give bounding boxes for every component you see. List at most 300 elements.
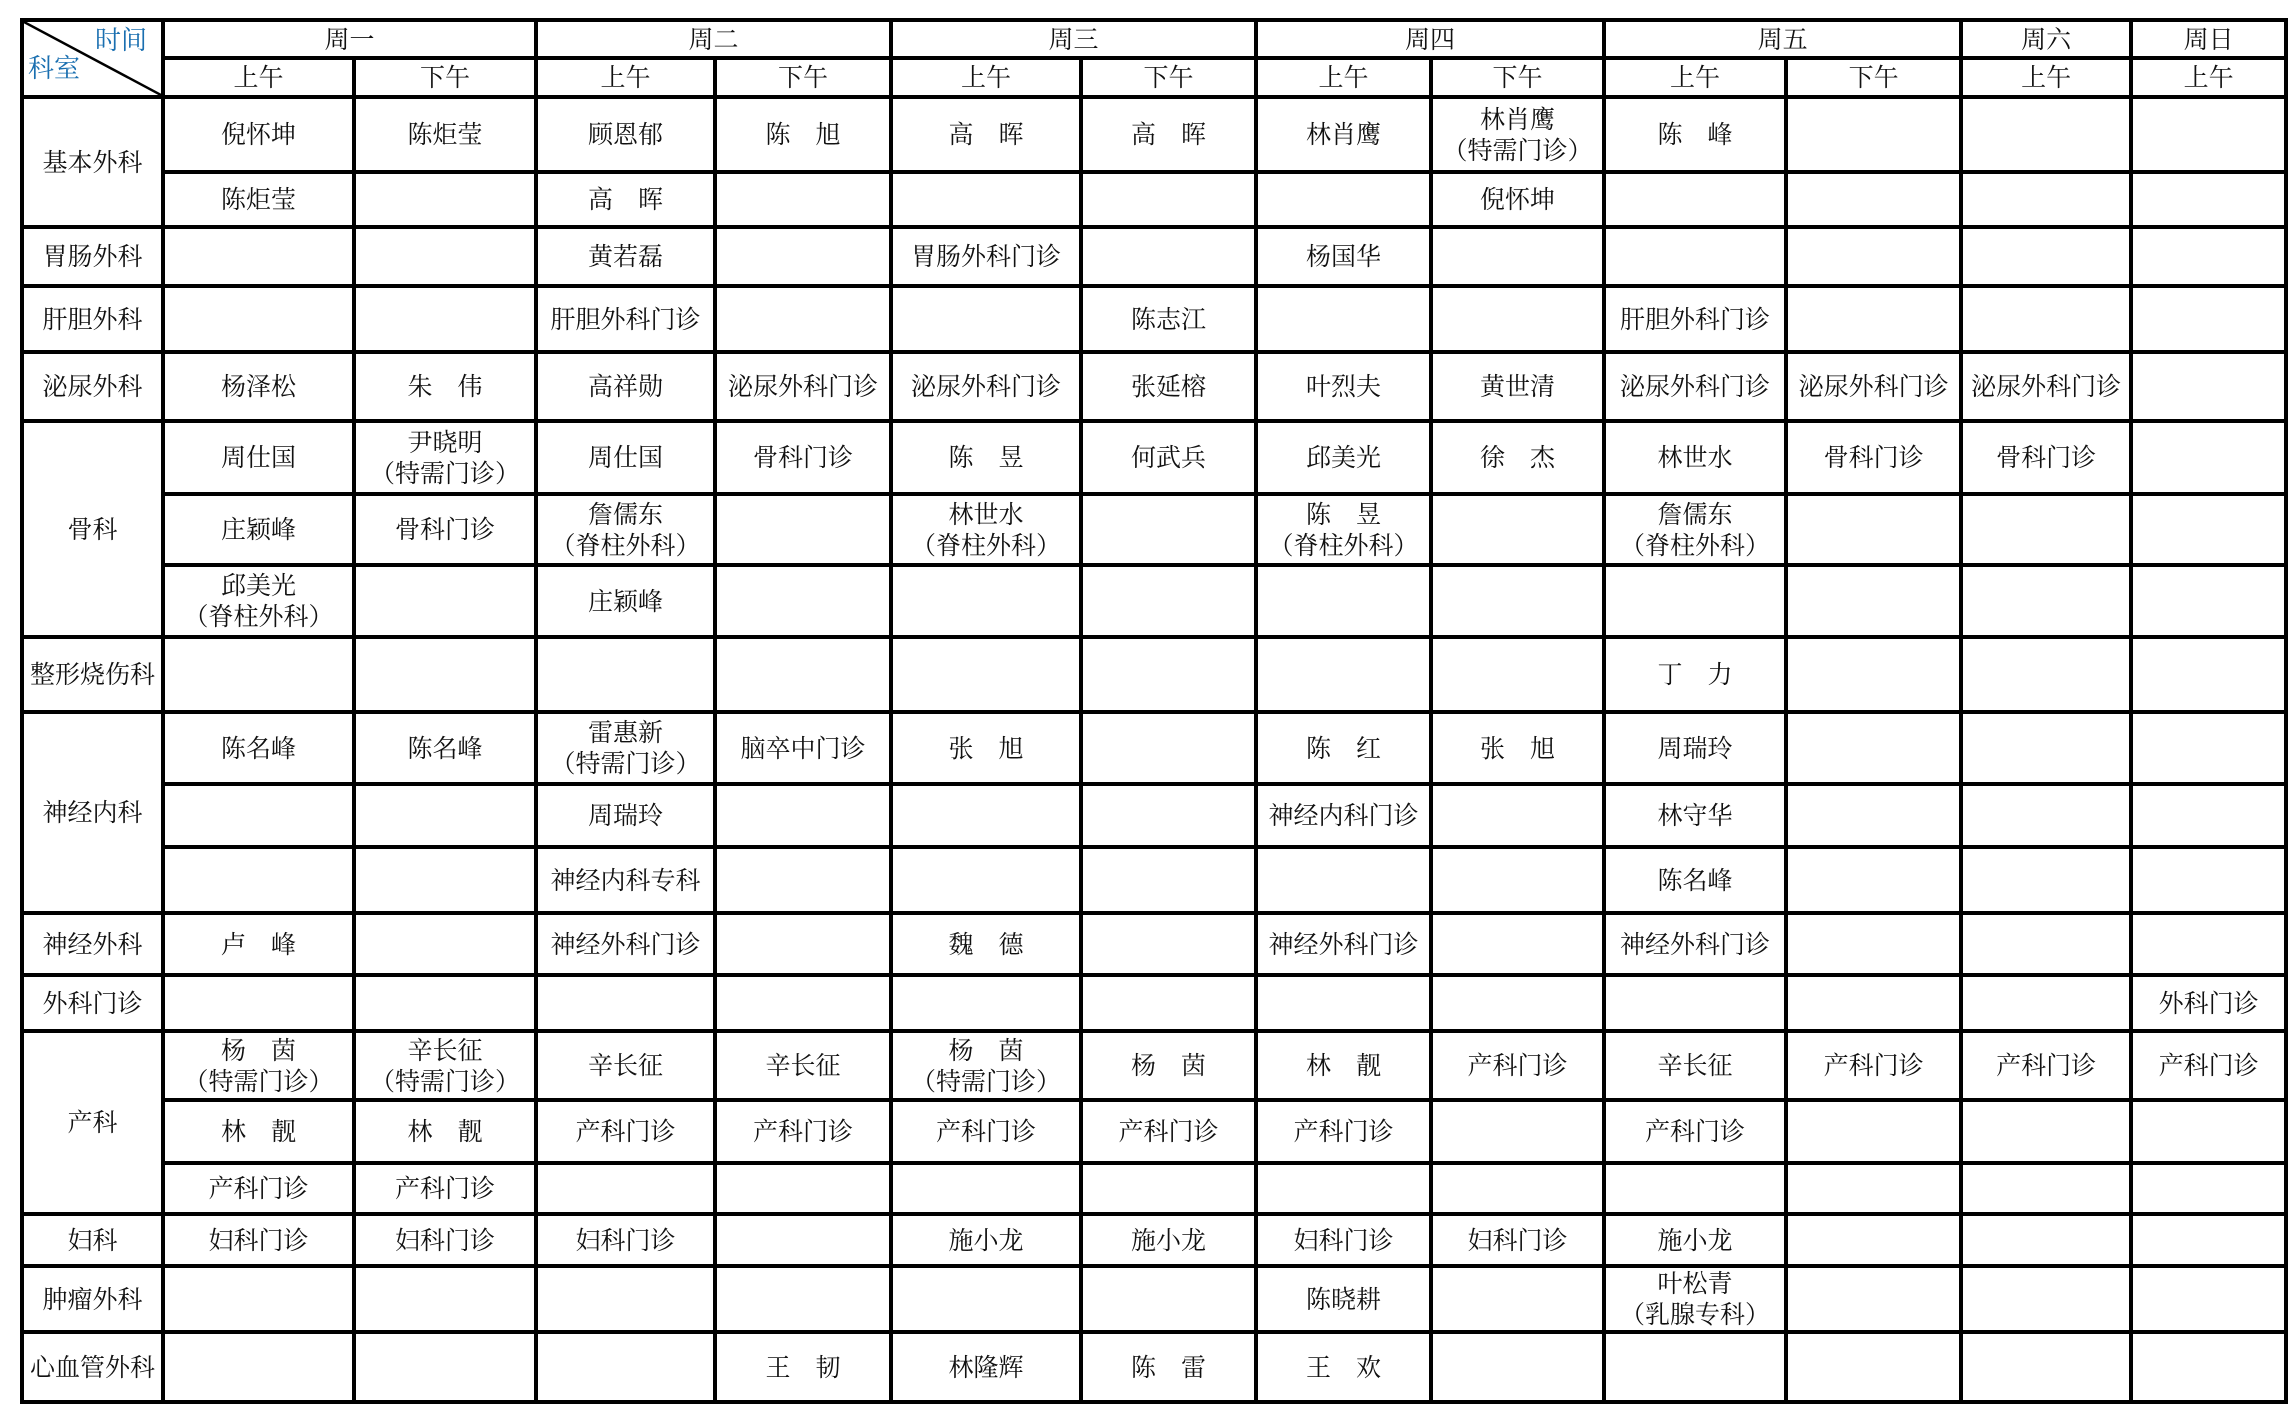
doctor-name: 胃肠外科门诊 [911,242,1062,271]
slot-header: 上午 [1961,58,2131,97]
schedule-cell [1786,637,1961,712]
schedule-cell [1081,1214,1256,1266]
schedule-cell [1786,286,1961,352]
schedule-cell [891,637,1081,712]
schedule-cell [715,712,891,784]
doctor-name: 神经内科门诊 [1268,801,1419,830]
day-header-mon: 周一 [163,20,536,58]
clinic-note: （脊柱外科） [550,530,701,560]
schedule-cell [891,975,1081,1031]
doctor-name: 张 旭 [1480,733,1556,763]
schedule-cell [354,286,536,352]
doctor-name: 林 靓 [220,1117,296,1146]
schedule-cell [536,172,715,227]
schedule-cell [1081,975,1256,1031]
table-row [22,847,2286,913]
schedule-cell [1256,637,1431,712]
doctor-name: 顾恩郁 [588,120,664,149]
doctor-name: 产科门诊 [575,1117,676,1146]
doctor-name: 高 晖 [1131,120,1207,149]
schedule-cell [1961,494,2131,565]
doctor-name: 林守华 [1657,801,1733,830]
schedule-cell [2131,227,2286,286]
doctor-name: 张延榕 [1131,372,1207,401]
schedule-cell [1081,97,1256,172]
schedule-cell [536,1266,715,1332]
schedule-cell [163,1214,354,1266]
department-label: 妇科 [22,1214,163,1266]
schedule-body [22,97,2286,1402]
schedule-cell [1431,421,1604,494]
schedule-cell [1604,172,1786,227]
schedule-cell [1431,1214,1604,1266]
doctor-name: 周仕国 [588,443,664,472]
schedule-cell [1961,352,2131,421]
schedule-cell [1961,1100,2131,1163]
schedule-cell [1431,286,1604,352]
schedule-cell [354,97,536,172]
schedule-cell [891,421,1081,494]
schedule-cell [891,565,1081,637]
schedule-cell [163,1031,354,1100]
doctor-name: 杨 茵 [948,1035,1024,1065]
schedule-cell [354,352,536,421]
schedule-cell [1604,565,1786,637]
doctor-name: 杨 茵 [220,1035,296,1065]
schedule-cell [1431,494,1604,565]
clinic-note: （特需门诊） [911,1066,1062,1096]
schedule-cell [163,847,354,913]
doctor-name: 妇科门诊 [575,1225,676,1255]
day-header-thu: 周四 [1256,20,1604,58]
doctor-name: 辛长征 [765,1051,841,1080]
schedule-cell [1256,172,1431,227]
schedule-cell [715,286,891,352]
schedule-cell [354,494,536,565]
schedule-cell [891,97,1081,172]
schedule-cell [163,712,354,784]
doctor-name: 王 韧 [765,1352,841,1382]
doctor-name: 辛长征 [1657,1051,1733,1080]
doctor-name: 陈 昱 [948,443,1024,472]
doctor-name: 产科门诊 [395,1174,496,1203]
corner-dept-label: 科室 [28,54,81,84]
schedule-cell [715,1100,891,1163]
doctor-name: 骨科门诊 [1996,443,2097,472]
schedule-cell [1431,1100,1604,1163]
schedule-cell [163,494,354,565]
schedule-cell [536,227,715,286]
schedule-cell [2131,784,2286,847]
schedule-cell [536,975,715,1031]
doctor-name: 辛长征 [588,1051,664,1080]
department-label: 神经内科 [22,712,163,913]
doctor-name: 陈 峰 [1657,120,1733,149]
doctor-name: 产科门诊 [753,1117,854,1146]
doctor-name: 庄颖峰 [220,515,296,544]
schedule-cell [891,227,1081,286]
schedule-cell [1081,286,1256,352]
schedule-cell [1604,712,1786,784]
doctor-name: 雷惠新 [588,718,664,747]
schedule-cell [536,784,715,847]
schedule-cell [354,975,536,1031]
slot-header: 上午 [2131,58,2286,97]
schedule-cell [1081,1163,1256,1214]
schedule-cell [354,1031,536,1100]
schedule-cell [2131,172,2286,227]
doctor-name: 林世水 [1657,443,1733,472]
schedule-cell [2131,1031,2286,1100]
schedule-cell [1256,1332,1431,1402]
doctor-name: 邱美光 [220,571,296,600]
schedule-cell [1081,913,1256,975]
doctor-name: 陈志江 [1131,304,1207,334]
department-label: 骨科 [22,421,163,637]
schedule-cell [715,913,891,975]
doctor-name: 产科门诊 [936,1117,1037,1146]
doctor-name: 妇科门诊 [208,1225,309,1255]
outpatient-schedule-table [20,18,2288,1404]
schedule-cell [1256,847,1431,913]
schedule-cell [536,565,715,637]
schedule-cell [1431,97,1604,172]
doctor-name: 妇科门诊 [1467,1225,1568,1255]
table-row [22,1266,2286,1332]
schedule-cell [1081,565,1256,637]
clinic-note: （脊柱外科） [1620,530,1771,560]
schedule-cell [715,1031,891,1100]
schedule-cell [1604,1100,1786,1163]
schedule-cell [1961,1163,2131,1214]
schedule-cell [1256,421,1431,494]
schedule-cell [1961,1031,2131,1100]
schedule-cell [1786,227,1961,286]
doctor-name: 产科门诊 [2158,1051,2259,1080]
schedule-cell [1081,712,1256,784]
table-row [22,352,2286,421]
schedule-cell [715,494,891,565]
table-row [22,1332,2286,1402]
doctor-name: 产科门诊 [1467,1051,1568,1080]
schedule-cell [536,97,715,172]
doctor-name: 神经外科门诊 [550,929,701,959]
doctor-name: 高祥勋 [588,372,664,401]
doctor-name: 张 旭 [948,733,1024,763]
schedule-cell [1786,1100,1961,1163]
schedule-cell [715,975,891,1031]
doctor-name: 神经外科门诊 [1620,929,1771,959]
schedule-cell [1961,712,2131,784]
schedule-cell [2131,421,2286,494]
doctor-name: 倪怀坤 [220,120,296,149]
schedule-cell [1604,913,1786,975]
schedule-cell [1786,494,1961,565]
schedule-cell [354,1266,536,1332]
schedule-cell [1081,1100,1256,1163]
schedule-cell [354,565,536,637]
slot-header: 下午 [1081,58,1256,97]
schedule-cell [1431,1332,1604,1402]
table-row [22,913,2286,975]
schedule-cell [1431,913,1604,975]
schedule-cell [2131,494,2286,565]
schedule-cell [1604,1266,1786,1332]
schedule-cell [536,847,715,913]
schedule-cell [1961,1214,2131,1266]
schedule-cell [1786,913,1961,975]
doctor-name: 陈名峰 [407,733,483,763]
clinic-note: （特需门诊） [550,749,701,778]
day-header-tue: 周二 [536,20,891,58]
slot-header: 下午 [1431,58,1604,97]
table-row [22,227,2286,286]
department-label: 外科门诊 [22,975,163,1031]
doctor-name: 产科门诊 [1118,1117,1219,1146]
schedule-cell [1961,847,2131,913]
schedule-cell [163,565,354,637]
schedule-cell [2131,975,2286,1031]
slot-header: 上午 [891,58,1081,97]
schedule-cell [1256,227,1431,286]
schedule-cell [715,1266,891,1332]
doctor-name: 陈 雷 [1131,1352,1207,1382]
doctor-name: 林肖鹰 [1480,104,1556,134]
doctor-name: 王 欢 [1306,1352,1382,1382]
doctor-name: 施小龙 [1131,1225,1207,1255]
department-label: 肿瘤外科 [22,1266,163,1332]
doctor-name: 倪怀坤 [1480,185,1556,214]
schedule-cell [163,421,354,494]
schedule-cell [354,1163,536,1214]
schedule-cell [1256,1266,1431,1332]
schedule-cell [891,172,1081,227]
schedule-cell [1431,784,1604,847]
schedule-cell [163,97,354,172]
doctor-name: 产科门诊 [1293,1117,1394,1146]
schedule-cell [1256,975,1431,1031]
schedule-cell [1431,565,1604,637]
doctor-name: 黄若磊 [588,242,664,271]
schedule-cell [1081,637,1256,712]
table-row [22,565,2286,637]
schedule-cell [1256,494,1431,565]
schedule-cell [536,286,715,352]
schedule-cell [1256,1031,1431,1100]
schedule-cell [2131,847,2286,913]
table-row [22,1163,2286,1214]
doctor-name: 辛长征 [407,1035,483,1065]
doctor-name: 陈 旭 [765,120,841,149]
schedule-cell [1431,637,1604,712]
schedule-cell [891,847,1081,913]
doctor-name: 杨泽松 [220,372,296,401]
schedule-cell [354,172,536,227]
slot-header: 上午 [163,58,354,97]
schedule-cell [715,1332,891,1402]
doctor-name: 外科门诊 [2158,988,2259,1018]
schedule-cell [163,913,354,975]
schedule-cell [1961,172,2131,227]
schedule-cell [715,637,891,712]
schedule-cell [536,1214,715,1266]
doctor-name: 叶烈夫 [1306,372,1382,401]
doctor-name: 詹儒东 [588,499,664,529]
schedule-cell [354,784,536,847]
schedule-cell [1431,352,1604,421]
doctor-name: 陈晓耕 [1306,1284,1382,1314]
schedule-cell [163,1100,354,1163]
department-label: 泌尿外科 [22,352,163,421]
schedule-cell [1786,352,1961,421]
table-row [22,712,2286,784]
slot-header: 上午 [536,58,715,97]
schedule-cell [1786,97,1961,172]
doctor-name: 杨国华 [1306,242,1382,271]
schedule-cell [2131,1163,2286,1214]
schedule-cell [1961,1332,2131,1402]
doctor-name: 施小龙 [1657,1225,1733,1255]
schedule-cell [1081,227,1256,286]
department-label: 心血管外科 [22,1332,163,1402]
schedule-cell [163,172,354,227]
department-label: 整形烧伤科 [22,637,163,712]
table-row [22,1100,2286,1163]
schedule-cell [1604,227,1786,286]
doctor-name: 产科门诊 [1645,1117,1746,1146]
clinic-note: （乳腺专科） [1620,1300,1771,1329]
schedule-cell [1256,712,1431,784]
doctor-name: 神经内科专科 [550,865,701,895]
department-label: 肝胆外科 [22,286,163,352]
doctor-name: 肝胆外科门诊 [550,304,701,334]
doctor-name: 骨科门诊 [395,515,496,544]
schedule-cell [1786,784,1961,847]
header-day-row [22,20,2286,58]
schedule-cell [1256,1100,1431,1163]
schedule-cell [2131,565,2286,637]
doctor-name: 何武兵 [1131,443,1207,472]
schedule-cell [1256,784,1431,847]
schedule-cell [2131,97,2286,172]
schedule-cell [715,1163,891,1214]
department-label: 产科 [22,1031,163,1214]
schedule-cell [1256,286,1431,352]
schedule-cell [715,227,891,286]
schedule-cell [354,1332,536,1402]
schedule-cell [2131,1100,2286,1163]
table-row [22,637,2286,712]
doctor-name: 产科门诊 [1996,1051,2097,1080]
schedule-cell [1081,352,1256,421]
doctor-name: 周瑞玲 [1657,733,1733,763]
table-header [22,20,2286,97]
schedule-cell [891,784,1081,847]
schedule-cell [354,637,536,712]
schedule-cell [891,494,1081,565]
doctor-name: 魏 德 [948,929,1024,959]
schedule-cell [1081,847,1256,913]
schedule-cell [354,913,536,975]
doctor-name: 陈 昱 [1306,499,1382,529]
schedule-cell [891,1332,1081,1402]
schedule-cell [1786,1031,1961,1100]
schedule-cell [1961,784,2131,847]
doctor-name: 周瑞玲 [588,801,664,830]
schedule-cell [891,1100,1081,1163]
schedule-cell [2131,913,2286,975]
schedule-cell [354,227,536,286]
schedule-cell [1961,421,2131,494]
schedule-cell [891,1266,1081,1332]
doctor-name: 陈炬莹 [220,185,296,214]
day-header-wed: 周三 [891,20,1256,58]
schedule-cell [1604,1214,1786,1266]
table-row [22,975,2286,1031]
schedule-cell [1961,975,2131,1031]
schedule-cell [1431,712,1604,784]
schedule-cell [536,913,715,975]
schedule-cell [1256,565,1431,637]
schedule-cell [2131,712,2286,784]
doctor-name: 泌尿外科门诊 [1620,372,1771,401]
schedule-cell [354,847,536,913]
doctor-name: 周仕国 [220,443,296,472]
schedule-cell [536,421,715,494]
schedule-cell [354,712,536,784]
schedule-cell [1256,1214,1431,1266]
doctor-name: 高 晖 [948,120,1024,149]
schedule-cell [891,352,1081,421]
department-label: 神经外科 [22,913,163,975]
schedule-cell [1431,227,1604,286]
doctor-name: 骨科门诊 [1823,443,1924,472]
doctor-name: 泌尿外科门诊 [1971,372,2122,401]
schedule-cell [1081,1332,1256,1402]
schedule-cell [1256,97,1431,172]
day-header-sat: 周六 [1961,20,2131,58]
doctor-name: 林 靓 [407,1117,483,1146]
clinic-note: （脊柱外科） [911,530,1062,560]
schedule-cell [163,975,354,1031]
doctor-name: 林 靓 [1306,1051,1382,1080]
schedule-cell [891,913,1081,975]
schedule-cell [891,1031,1081,1100]
schedule-cell [1786,847,1961,913]
schedule-cell [1604,847,1786,913]
doctor-name: 陈名峰 [1657,865,1733,895]
schedule-cell [163,1163,354,1214]
department-label: 基本外科 [22,97,163,227]
schedule-cell [1256,913,1431,975]
schedule-cell [1081,1266,1256,1332]
schedule-cell [715,1214,891,1266]
schedule-cell [1604,494,1786,565]
schedule-cell [1431,172,1604,227]
schedule-cell [1604,784,1786,847]
doctor-name: 神经外科门诊 [1268,929,1419,959]
table-row [22,421,2286,494]
schedule-cell [354,1214,536,1266]
schedule-cell [715,352,891,421]
slot-header: 上午 [1256,58,1431,97]
schedule-cell [1256,352,1431,421]
doctor-name: 林肖鹰 [1306,120,1382,149]
schedule-cell [536,352,715,421]
schedule-cell [1961,913,2131,975]
doctor-name: 骨科门诊 [753,443,854,472]
schedule-cell [1604,421,1786,494]
